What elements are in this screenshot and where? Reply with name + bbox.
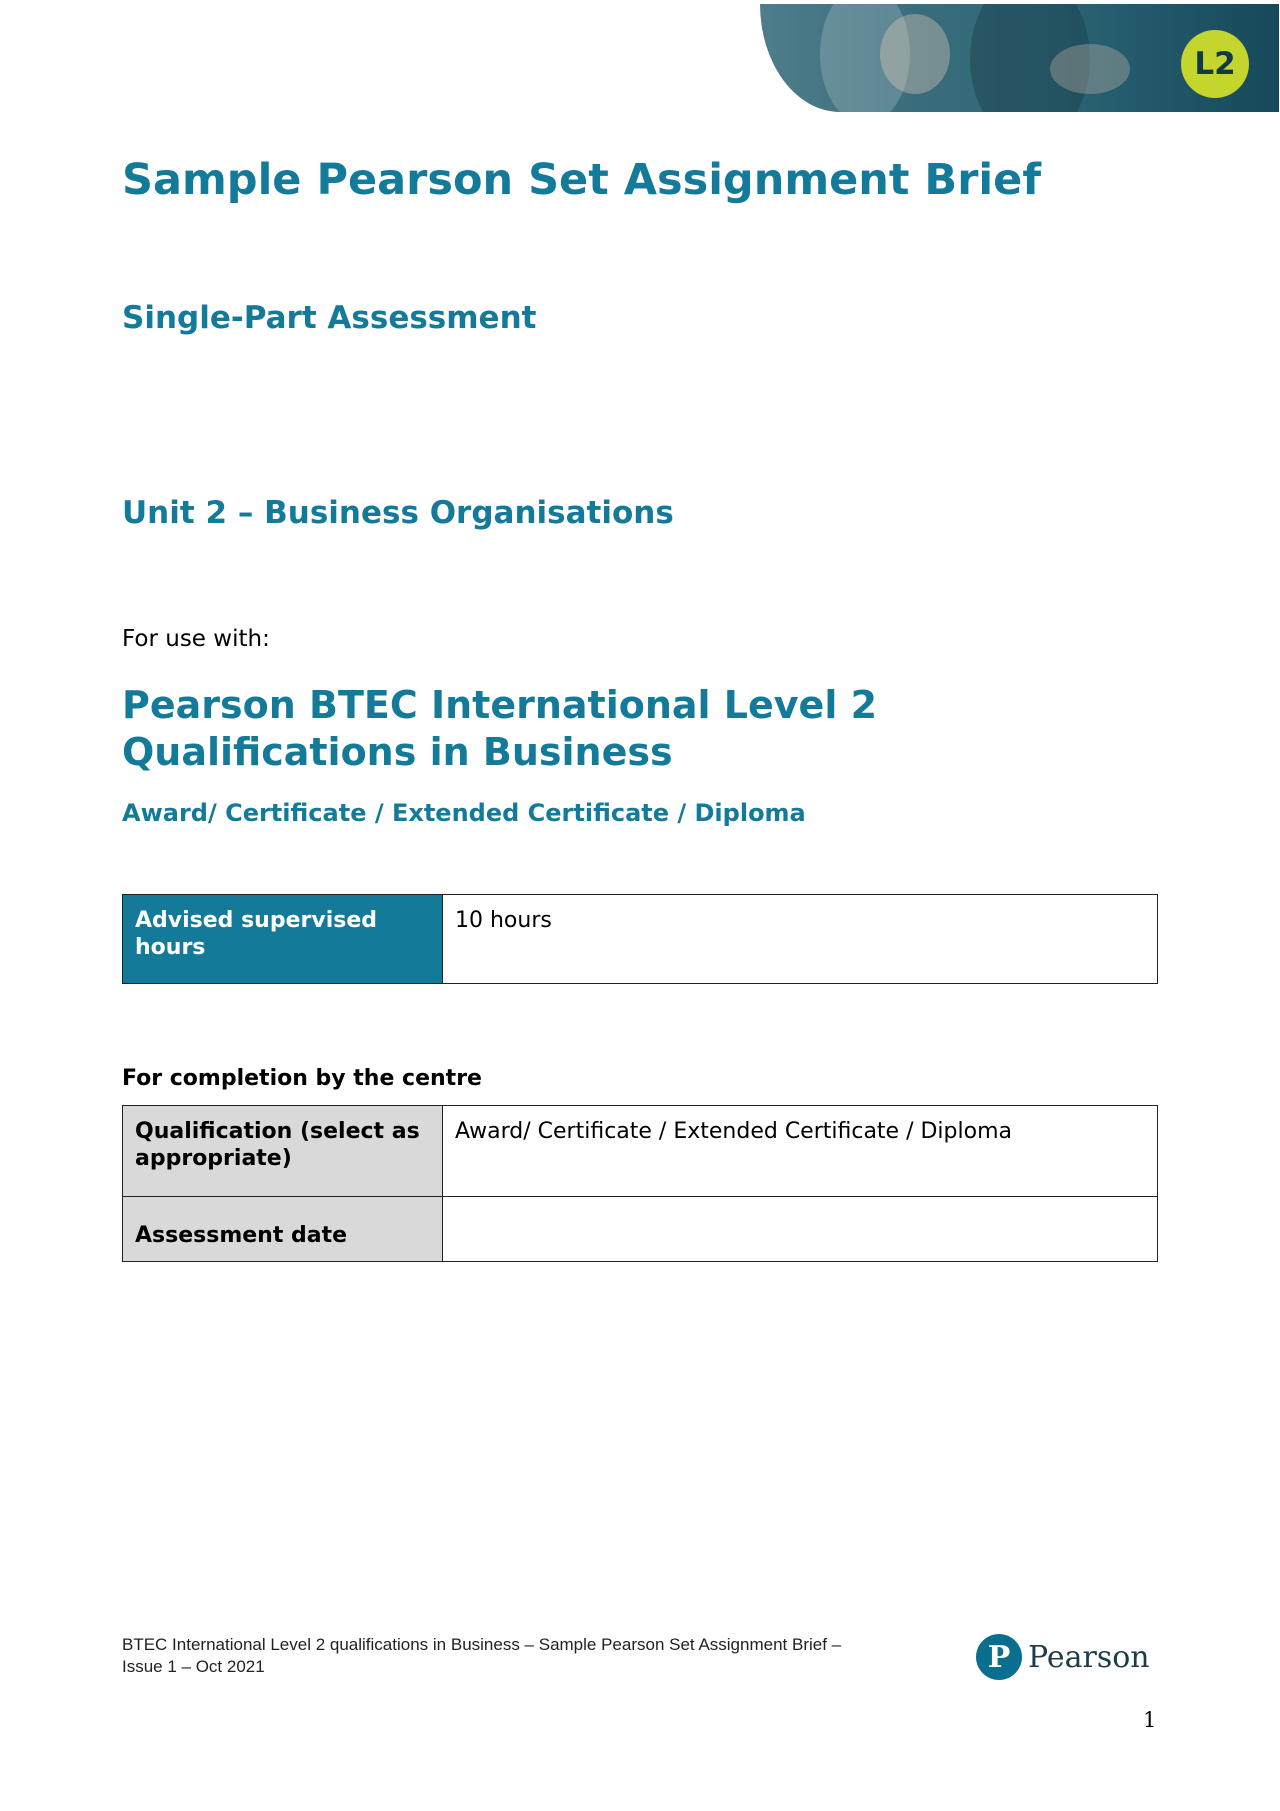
centre-section-heading: For completion by the centre (122, 1066, 482, 1091)
supervised-hours-value: 10 hours (443, 895, 1158, 984)
assessment-type: Single-Part Assessment (122, 300, 537, 336)
for-use-label: For use with: (122, 626, 270, 652)
level-badge: L2 (1181, 30, 1249, 98)
supervised-hours-table (122, 894, 1158, 984)
pearson-logo (976, 1634, 1150, 1680)
page-title: Sample Pearson Set Assignment Brief (122, 155, 1042, 205)
supervised-hours-label: Advised supervised hours (123, 895, 443, 984)
qualification-title: Pearson BTEC International Level 2 Qualifications in Business (122, 683, 878, 774)
qualification-select-value[interactable]: Award/ Certificate / Extended Certificate / Diploma (443, 1106, 1158, 1197)
qualification-types: Award/ Certificate / Extended Certificate / Diploma (122, 799, 806, 827)
table-row (123, 895, 1158, 984)
assessment-date-label: Assessment date (123, 1197, 443, 1262)
unit-title: Unit 2 – Business Organisations (122, 495, 674, 531)
page-number: 1 (1143, 1708, 1157, 1732)
qualification-select-label: Qualification (select as appropriate) (123, 1106, 443, 1197)
pearson-logo-icon: P (976, 1634, 1022, 1680)
footer-text: BTEC International Level 2 qualifications in Business – Sample Pearson Set Assignment Brief – Issue 1 – Oct 2021 (122, 1635, 842, 1676)
header-banner-image (760, 4, 1279, 112)
assessment-date-field[interactable] (443, 1197, 1158, 1262)
pearson-logo-text: Pearson (1028, 1639, 1150, 1675)
table-row (123, 1197, 1158, 1262)
table-row (123, 1106, 1158, 1197)
centre-completion-table (122, 1105, 1158, 1262)
